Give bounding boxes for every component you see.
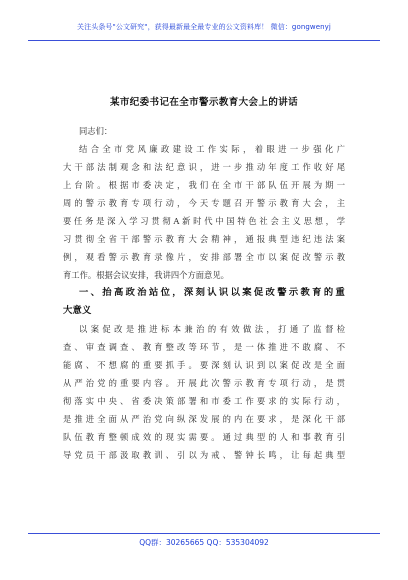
paragraph-line: 是推进全面从严治党向纵深发展的内在要求，是深化干部	[63, 414, 345, 424]
salutation: 同志们：	[79, 126, 113, 136]
section-heading-1	[63, 284, 345, 320]
paragraph-line: 结合全市党风廉政建设工作实际，着眼进一步强化广	[79, 144, 345, 154]
footer-contact-note: QQ群：30265665 QQ：535304092	[139, 538, 269, 547]
footer-divider	[28, 533, 380, 534]
paragraph-line: 习贯彻全省干部警示教育大会精神，通报典型违纪违法案	[63, 234, 345, 244]
paragraph-line: 导党员干部汲取教训、引以为戒、警钟长鸣，让每起典型	[63, 450, 345, 460]
header-divider	[28, 40, 380, 41]
paragraph-line: 周的警示教育专项行动，今天专题召开警示教育大会，主	[63, 198, 345, 208]
paragraph-line: 从严治党的重要内容。开展此次警示教育专项行动，是贯	[63, 378, 345, 388]
heading-line: 一、抬高政治站位，深刻认识以案促改警示教育的重	[79, 287, 345, 298]
paragraph-line: 例，观看警示教育录像片，安排部署全市以案促改警示教	[63, 252, 345, 262]
document-title: 某市纪委书记在全市警示教育大会上的讲话	[109, 97, 299, 108]
paragraph-line: 彻落实中央、省委决策部署和市委工作要求的实际行动，	[63, 396, 345, 406]
paragraph-line: 查、审查调查、教育整改等环节，是一体推进不敢腐、不	[63, 342, 345, 352]
paragraph-line: 育工作。根据会议安排，我讲四个方面意见。	[63, 270, 229, 280]
document-body	[63, 122, 345, 464]
paragraph-line: 能腐、不想腐的重要抓手。要深刻认识到以案促改是全面	[63, 360, 345, 370]
paragraph-line: 要任务是深入学习贯彻A新时代中国特色社会主义思想，学	[63, 216, 345, 226]
paragraph-1	[63, 140, 345, 284]
paragraph-line: 大干部法制观念和法纪意识，进一步推动年度工作收好尾	[63, 162, 345, 172]
paragraph-line: 队伍教育整顿成效的现实需要。通过典型的人和事教育引	[63, 432, 345, 442]
heading-line: 大意义	[63, 305, 92, 316]
header-promo-note: 关注头条号"公文研究"，获得最新最全最专业的公文资料库！ 微信：gongwenyj	[77, 23, 331, 31]
paragraph-line: 上台阶。根据市委决定，我们在全市干部队伍开展为期一	[63, 180, 345, 190]
paragraph-line: 以案促改是推进标本兼治的有效做法，打通了监督检	[79, 324, 345, 334]
paragraph-2	[63, 320, 345, 464]
